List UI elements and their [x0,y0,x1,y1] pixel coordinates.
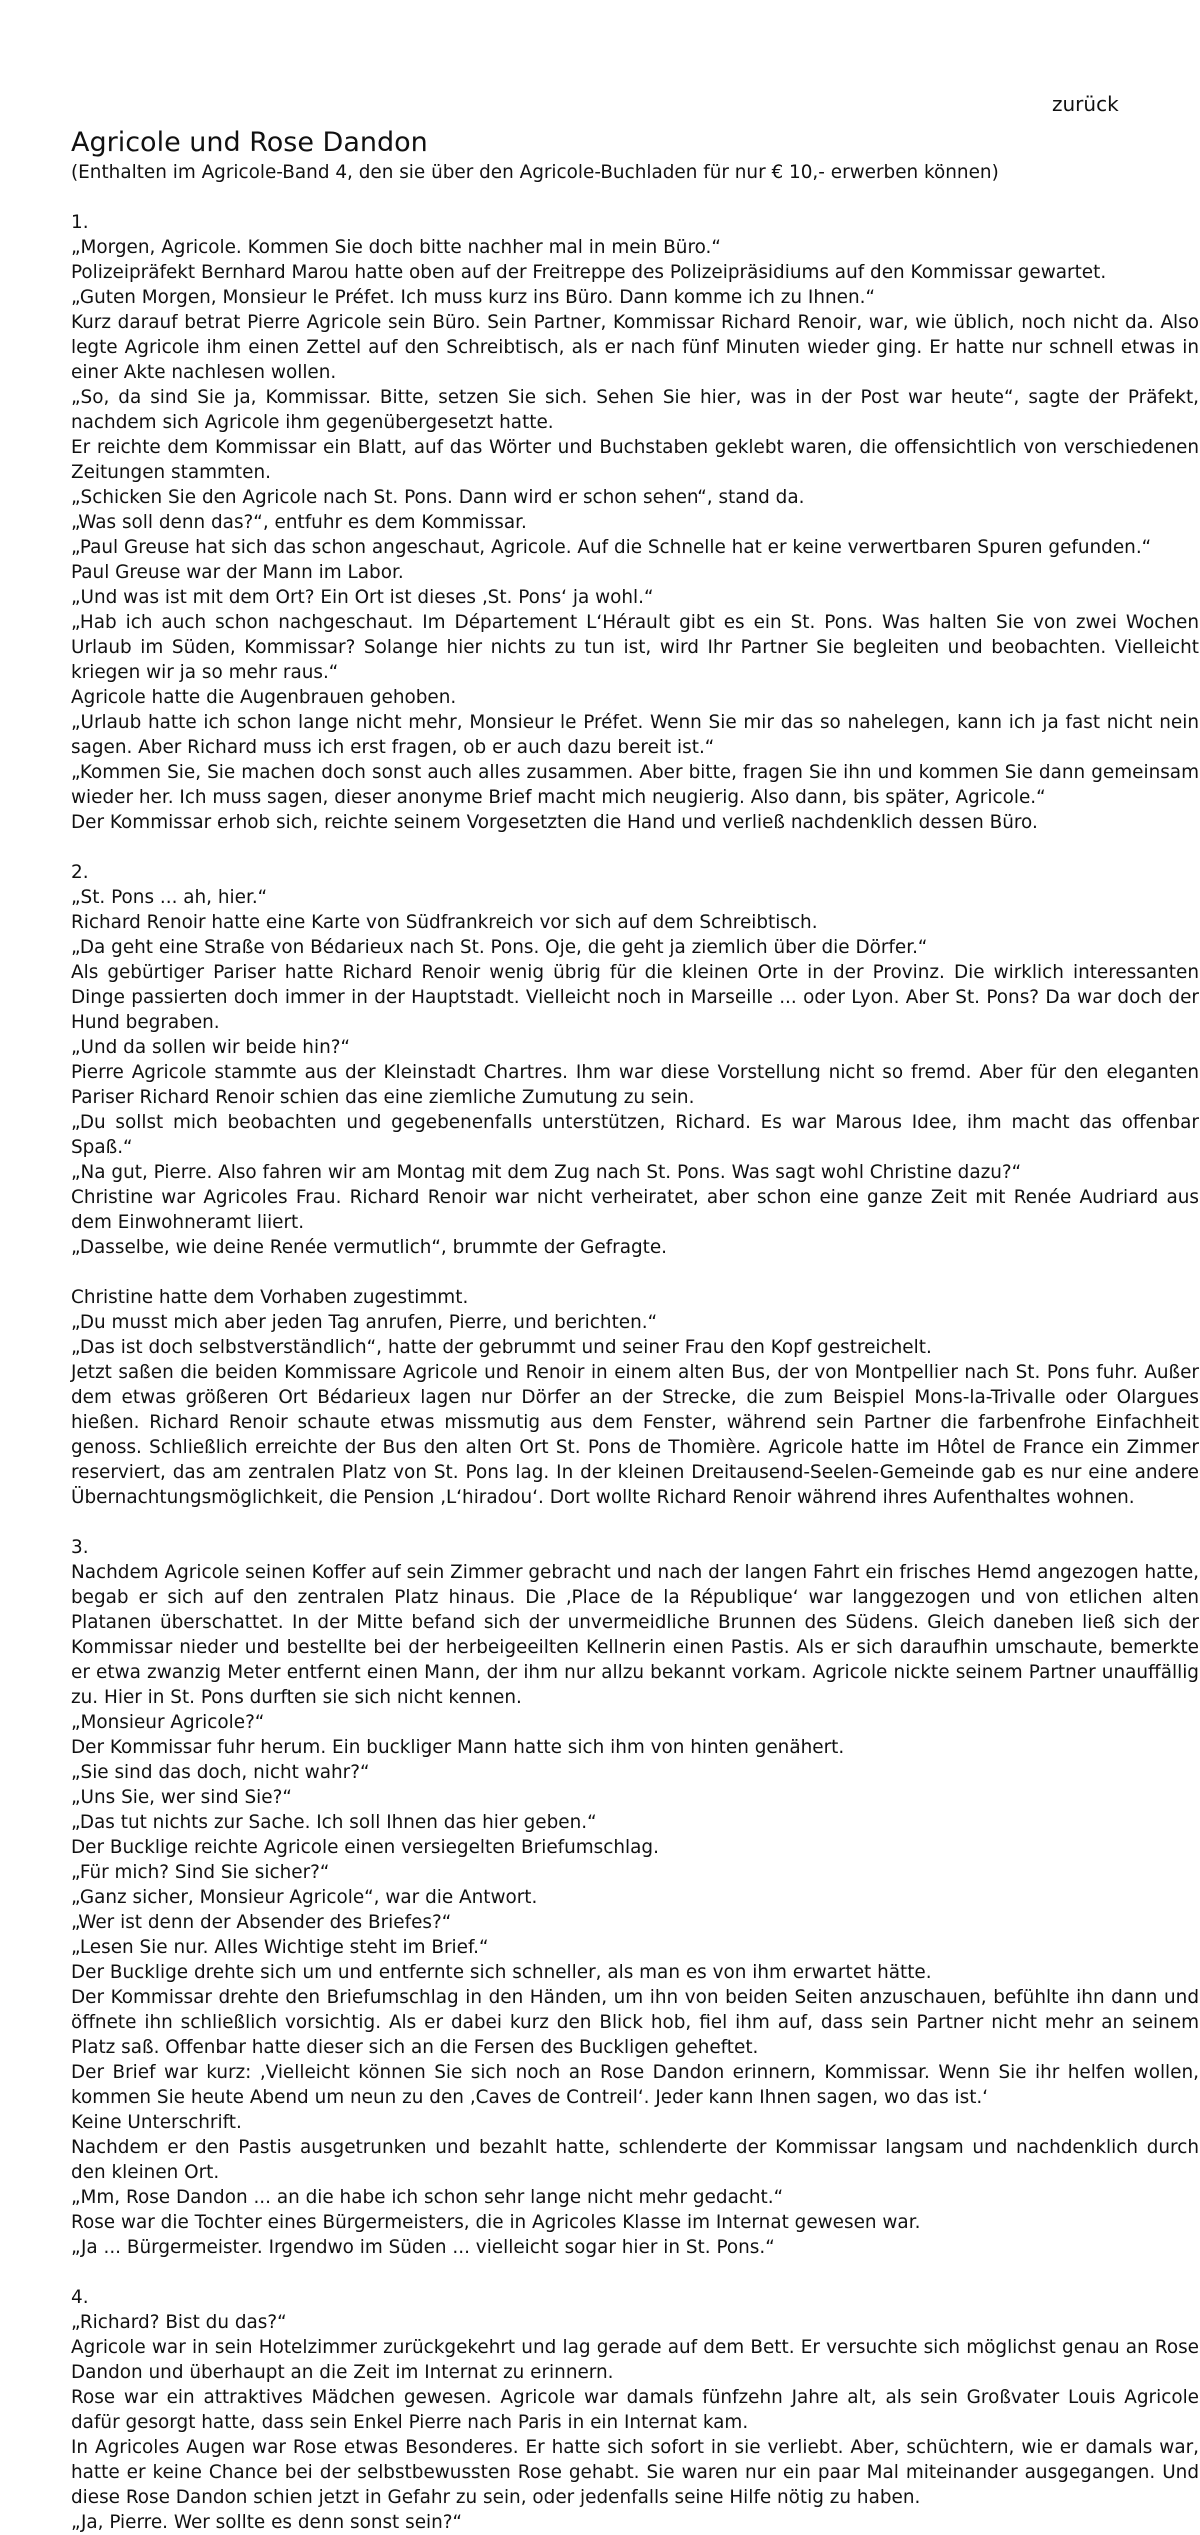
paragraph: Rose war ein attraktives Mädchen gewesen. Agricole war damals fünfzehn Jahre alt, als sein Großvater Louis Agricole dafür gesorgt hatte, dass sein Enkel Pierre nach Paris in ein Internat kam. [71,2387,1199,2433]
article-title: Agricole und Rose Dandon [71,127,428,158]
paragraph: Christine hatte dem Vorhaben zugestimmt. [71,1287,469,1308]
paragraph: Kurz darauf betrat Pierre Agricole sein Büro. Sein Partner, Kommissar Richard Renoir, war, wie üblich, noch nicht da. Also legte Agricole ihm einen Zettel auf den Schreibtisch, als er nach fünf Minuten wieder ging. Er hatte nur schnell etwas in einer Akte nachlesen wollen. [71,312,1199,383]
paragraph: Agricole hatte die Augenbrauen gehoben. [71,687,457,708]
paragraph: „Uns Sie, wer sind Sie?“ [71,1787,292,1808]
paragraph: Polizeipräfekt Bernhard Marou hatte oben auf der Freitreppe des Polizeipräsidiums auf den Kommissar gewartet. [71,262,1107,283]
article-subtitle: (Enthalten im Agricole-Band 4, den sie über den Agricole-Buchladen für nur € 10,- erwerben können) [71,162,999,183]
paragraph: „Wer ist denn der Absender des Briefes?“ [71,1912,452,1933]
paragraph: „Du musst mich aber jeden Tag anrufen, Pierre, und berichten.“ [71,1312,658,1333]
paragraph: „Und da sollen wir beide hin?“ [71,1037,351,1058]
paragraph: „Morgen, Agricole. Kommen Sie doch bitte nachher mal in mein Büro.“ [71,237,721,258]
paragraph: „Du sollst mich beobachten und gegebenenfalls unterstützen, Richard. Es war Marous Idee, ihm macht das offenbar Spaß.“ [71,1112,1199,1158]
paragraph: „Monsieur Agricole?“ [71,1712,265,1733]
article [71,126,1199,2535]
paragraph: Pierre Agricole stammte aus der Kleinstadt Chartres. Ihm war diese Vorstellung nicht so fremd. Aber für den eleganten Pariser Richard Renoir schien das eine ziemliche Zumutung zu sein. [71,1062,1199,1108]
paragraph: Paul Greuse war der Mann im Labor. [71,562,404,583]
paragraph: „Dasselbe, wie deine Renée vermutlich“, brummte der Gefragte. [71,1237,668,1258]
paragraph: „Für mich? Sind Sie sicher?“ [71,1862,330,1883]
paragraph: Er reichte dem Kommissar ein Blatt, auf das Wörter und Buchstaben geklebt waren, die offensichtlich von verschiedenen Zeitungen stammten. [71,437,1199,483]
paragraph: Keine Unterschrift. [71,2112,242,2133]
paragraph: Der Bucklige drehte sich um und entfernte sich schneller, als man es von ihm erwartet hätte. [71,1962,932,1983]
paragraph: „Kommen Sie, Sie machen doch sonst auch alles zusammen. Aber bitte, fragen Sie ihn und kommen Sie dann gemeinsam wieder her. Ich muss sagen, dieser anonyme Brief macht mich neugierig. Also dann, bis später, Agricole.“ [71,762,1199,808]
paragraph: „Da geht eine Straße von Bédarieux nach St. Pons. Oje, die geht ja ziemlich über die Dörfer.“ [71,937,928,958]
paragraph: Nachdem Agricole seinen Koffer auf sein Zimmer gebracht und nach der langen Fahrt ein frisches Hemd angezogen hatte, begab er sich auf den zentralen Platz hinaus. Die ‚Place de la République‘ war langgezogen und von etlichen alten Platanen überschattet. In der Mitte befand sich der unvermeidliche Brunnen des Südens. Gleich daneben ließ sich der Kommissar nieder und bestellte bei der herbeigeeilten Kellnerin einen Pastis. Als er sich daraufhin umschaute, bemerkte er etwa zwanzig Meter entfernt einen Mann, der ihm nur allzu bekannt vorkam. Agricole nickte seinem Partner unauffällig zu. Hier in St. Pons durften sie sich nicht kennen. [71,1562,1199,1708]
section-number: 3. [71,1537,89,1558]
paragraph: „Was soll denn das?“, entfuhr es dem Kommissar. [71,512,527,533]
paragraph: „Ja ... Bürgermeister. Irgendwo im Süden ... vielleicht sogar hier in St. Pons.“ [71,2237,775,2258]
paragraph: „Urlaub hatte ich schon lange nicht mehr, Monsieur le Préfet. Wenn Sie mir das so nahelegen, kann ich ja fast nicht nein sagen. Aber Richard muss ich erst fragen, ob er auch dazu bereit ist.“ [71,712,1199,758]
paragraph: Nachdem er den Pastis ausgetrunken und bezahlt hatte, schlenderte der Kommissar langsam und nachdenklich durch den kleinen Ort. [71,2137,1199,2183]
paragraph: Rose war die Tochter eines Bürgermeisters, die in Agricoles Klasse im Internat gewesen war. [71,2212,921,2233]
paragraph: Der Kommissar drehte den Briefumschlag in den Händen, um ihn von beiden Seiten anzuschauen, befühlte ihn dann und öffnete ihn schließlich vorsichtig. Als er dabei kurz den Blick hob, fiel ihm auf, dass sein Partner nicht mehr an seinem Platz saß. Offenbar hatte dieser sich an die Fersen des Buckligen geheftet. [71,1987,1199,2058]
paragraph: „Das tut nichts zur Sache. Ich soll Ihnen das hier geben.“ [71,1812,597,1833]
section-spacer [71,185,1199,210]
section-spacer [71,2260,1199,2285]
paragraph: „St. Pons ... ah, hier.“ [71,887,268,908]
paragraph: „Ja, Pierre. Wer sollte es denn sonst sein?“ [71,2512,463,2533]
section-number: 4. [71,2287,89,2308]
paragraph: „Hab ich auch schon nachgeschaut. Im Département L‘Hérault gibt es ein St. Pons. Was halten Sie von zwei Wochen Urlaub im Süden, Kommissar? Solange hier nichts zu tun ist, wird Ihr Partner Sie begleiten und beobachten. Vielleicht kriegen wir ja so mehr raus.“ [71,612,1199,683]
back-link[interactable]: zurück [1052,92,1119,116]
article-body [71,185,1199,2535]
paragraph: Der Brief war kurz: ‚Vielleicht können Sie sich noch an Rose Dandon erinnern, Kommissar. Wenn Sie ihr helfen wollen, kommen Sie heute Abend um neun zu den ‚Caves de Contreil‘. Jeder kann Ihnen sagen, wo das ist.‘ [71,2062,1199,2108]
paragraph: Als gebürtiger Pariser hatte Richard Renoir wenig übrig für die kleinen Orte in der Provinz. Die wirklich interessanten Dinge passierten doch immer in der Hauptstadt. Vielleicht noch in Marseille ... oder Lyon. Aber St. Pons? Da war doch der Hund begraben. [71,962,1199,1033]
section-spacer [71,835,1199,860]
paragraph: Richard Renoir hatte eine Karte von Südfrankreich vor sich auf dem Schreibtisch. [71,912,818,933]
paragraph: Der Kommissar erhob sich, reichte seinem Vorgesetzten die Hand und verließ nachdenklich dessen Büro. [71,812,1038,833]
section-number: 1. [71,212,89,233]
paragraph: „Schicken Sie den Agricole nach St. Pons. Dann wird er schon sehen“, stand da. [71,487,805,508]
paragraph: „Das ist doch selbstverständlich“, hatte der gebrummt und seiner Frau den Kopf gestreichelt. [71,1337,932,1358]
paragraph: „Sie sind das doch, nicht wahr?“ [71,1762,370,1783]
paragraph: „Und was ist mit dem Ort? Ein Ort ist dieses ‚St. Pons‘ ja wohl.“ [71,587,654,608]
paragraph: „Na gut, Pierre. Also fahren wir am Montag mit dem Zug nach St. Pons. Was sagt wohl Christine dazu?“ [71,1162,1022,1183]
paragraph: Jetzt saßen die beiden Kommissare Agricole und Renoir in einem alten Bus, der von Montpellier nach St. Pons fuhr. Außer dem etwas größeren Ort Bédarieux lagen nur Dörfer an der Strecke, die zum Beispiel Mons-la-Trivalle oder Olargues hießen. Richard Renoir schaute etwas missmutig aus dem Fenster, während sein Partner die farbenfrohe Einfachheit genoss. Schließlich erreichte der Bus den alten Ort St. Pons de Thomière. Agricole hatte im Hôtel de France ein Zimmer reserviert, das am zentralen Platz von St. Pons lag. In der kleinen Dreitausend-Seelen-Gemeinde gab es nur eine andere Übernachtungsmöglichkeit, die Pension ‚L‘hiradou‘. Dort wollte Richard Renoir während ihres Aufenthaltes wohnen. [71,1362,1199,1508]
paragraph: „So, da sind Sie ja, Kommissar. Bitte, setzen Sie sich. Sehen Sie hier, was in der Post war heute“, sagte der Präfekt, nachdem sich Agricole ihm gegenübergesetzt hatte. [71,387,1199,433]
paragraph: „Ganz sicher, Monsieur Agricole“, war die Antwort. [71,1887,538,1908]
section-number: 2. [71,862,89,883]
paragraph-spacer [71,1260,1199,1285]
paragraph: Christine war Agricoles Frau. Richard Renoir war nicht verheiratet, aber schon eine ganze Zeit mit Renée Audriard aus dem Einwohneramt liiert. [71,1187,1199,1233]
paragraph: „Richard? Bist du das?“ [71,2312,287,2333]
paragraph: Der Bucklige reichte Agricole einen versiegelten Briefumschlag. [71,1837,659,1858]
paragraph: „Lesen Sie nur. Alles Wichtige steht im Brief.“ [71,1937,489,1958]
paragraph: „Mm, Rose Dandon ... an die habe ich schon sehr lange nicht mehr gedacht.“ [71,2187,784,2208]
paragraph: „Paul Greuse hat sich das schon angeschaut, Agricole. Auf die Schnelle hat er keine verwertbaren Spuren gefunden.“ [71,537,1152,558]
paragraph: Der Kommissar fuhr herum. Ein buckliger Mann hatte sich ihm von hinten genähert. [71,1737,845,1758]
paragraph: In Agricoles Augen war Rose etwas Besonderes. Er hatte sich sofort in sie verliebt. Aber, schüchtern, wie er damals war, hatte er keine Chance bei der selbstbewussten Rose gehabt. Sie waren nur ein paar Mal miteinander ausgegangen. Und diese Rose Dandon schien jetzt in Gefahr zu sein, oder jedenfalls seine Hilfe nötig zu haben. [71,2437,1199,2508]
section-spacer [71,1510,1199,1535]
paragraph: „Guten Morgen, Monsieur le Préfet. Ich muss kurz ins Büro. Dann komme ich zu Ihnen.“ [71,287,875,308]
paragraph: Agricole war in sein Hotelzimmer zurückgekehrt und lag gerade auf dem Bett. Er versuchte sich möglichst genau an Rose Dandon und überhaupt an die Zeit im Internat zu erinnern. [71,2337,1199,2383]
